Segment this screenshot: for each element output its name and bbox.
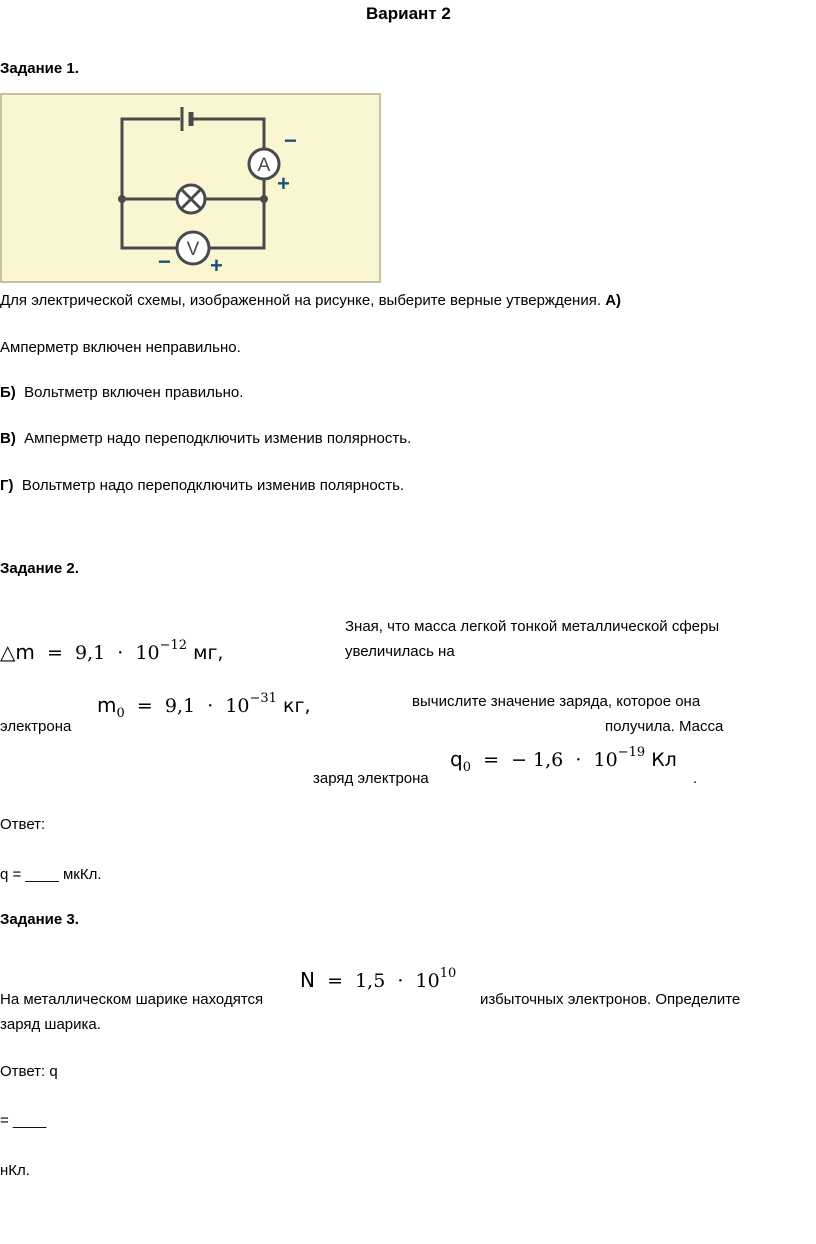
formula-m0-sub: 0 — [116, 705, 125, 721]
formula-q0-symbol: q — [450, 747, 463, 771]
formula-n-dot: · — [397, 970, 404, 992]
task3-text-2: избыточных электронов. Определите — [480, 991, 741, 1008]
formula-m0-symbol: m — [97, 693, 117, 717]
formula-m0-exp: −31 — [249, 690, 277, 706]
formula-m0-mantissa: 9,1 — [164, 695, 196, 717]
option-c-letter: В) — [0, 430, 16, 447]
ammeter-label: A — [257, 155, 271, 176]
formula-delta-m-base: 10 — [135, 642, 160, 664]
voltmeter-minus: − — [158, 249, 171, 274]
page-title: Вариант 2 — [366, 4, 451, 23]
option-c — [0, 430, 411, 447]
formula-delta-m-exp: −12 — [159, 637, 188, 653]
formula-m0-unit: кг, — [283, 695, 311, 717]
formula-q0-base: 10 — [593, 749, 618, 771]
formula-m0-dot: · — [207, 695, 214, 717]
formula-delta-m-unit: мг, — [193, 642, 224, 664]
task3-text-3: заряд шарика. — [0, 1016, 101, 1033]
task2-text-6: заряд электрона — [313, 770, 429, 787]
formula-n-base: 10 — [415, 970, 440, 992]
task2-heading: Задание 2. — [0, 560, 79, 577]
circuit-diagram — [0, 93, 381, 283]
task3-answer-line: = ____ — [0, 1112, 47, 1129]
formula-n-eq: = — [327, 970, 343, 992]
junction-right — [260, 195, 268, 203]
formula-delta-m-dot: · — [117, 642, 124, 664]
formula-m0 — [97, 690, 311, 721]
formula-delta-m — [0, 637, 224, 664]
task3-answer-unit: нКл. — [0, 1162, 30, 1179]
option-d-text: Вольтметр надо переподключить изменив полярность. — [21, 477, 405, 494]
formula-delta-m-mantissa: 9,1 — [74, 642, 106, 664]
option-a-letter: А) — [605, 292, 622, 309]
formula-n-exp: 10 — [439, 965, 457, 981]
formula-n-mantissa: 1,5 — [355, 970, 386, 992]
junction-left — [118, 195, 126, 203]
option-c-text: Амперметр надо переподключить изменив полярность. — [24, 430, 412, 447]
option-a-text: Амперметр включен неправильно. — [0, 339, 241, 356]
formula-m0-base: 10 — [225, 695, 250, 717]
formula-delta-m-eq: = — [46, 642, 63, 664]
task1-question — [0, 292, 621, 309]
formula-q0-unit: Кл — [651, 749, 677, 771]
task2-text-5: электрона — [0, 718, 72, 735]
task1-question-text: Для электрической схемы, изображенной на рисунке, выберите верные утверждения. — [0, 292, 602, 309]
formula-delta-m-symbol: △m — [0, 640, 35, 664]
task3-text-1: На металлическом шарике находятся — [0, 991, 264, 1008]
task2-answer-line: q = ____ мкКл. — [0, 866, 102, 883]
option-d-letter: Г) — [0, 477, 14, 494]
task3-answer-label: Ответ: q — [0, 1063, 58, 1080]
formula-q0-exp: −19 — [617, 744, 646, 760]
task1-heading: Задание 1. — [0, 60, 79, 77]
option-b-text: Вольтметр включен правильно. — [24, 384, 244, 401]
formula-n-symbol: N — [300, 968, 315, 992]
voltmeter-label: V — [186, 239, 200, 260]
voltmeter-plus: + — [210, 253, 223, 278]
task2-text-3: вычислите значение заряда, которое она — [412, 693, 701, 710]
formula-q0-eq: = — [483, 749, 499, 771]
option-d — [0, 477, 404, 494]
formula-q0 — [450, 744, 677, 775]
formula-q0-mantissa: − 1,6 — [511, 749, 564, 771]
ammeter-minus: − — [284, 128, 297, 153]
formula-q0-sub: 0 — [462, 759, 471, 775]
task2-answer-label: Ответ: — [0, 816, 46, 833]
task2-text-end: . — [693, 770, 698, 787]
task2-text-4: получила. Масса — [605, 718, 724, 735]
task2-text-1: Зная, что масса легкой тонкой металлической сферы — [345, 618, 720, 635]
ammeter-plus: + — [277, 171, 290, 196]
task3-heading: Задание 3. — [0, 911, 79, 928]
formula-q0-dot: · — [575, 749, 582, 771]
option-b-letter: Б) — [0, 384, 16, 401]
formula-n — [300, 965, 457, 992]
task2-text-2: увеличилась на — [345, 643, 455, 660]
option-b — [0, 384, 243, 401]
formula-m0-eq: = — [136, 695, 153, 717]
